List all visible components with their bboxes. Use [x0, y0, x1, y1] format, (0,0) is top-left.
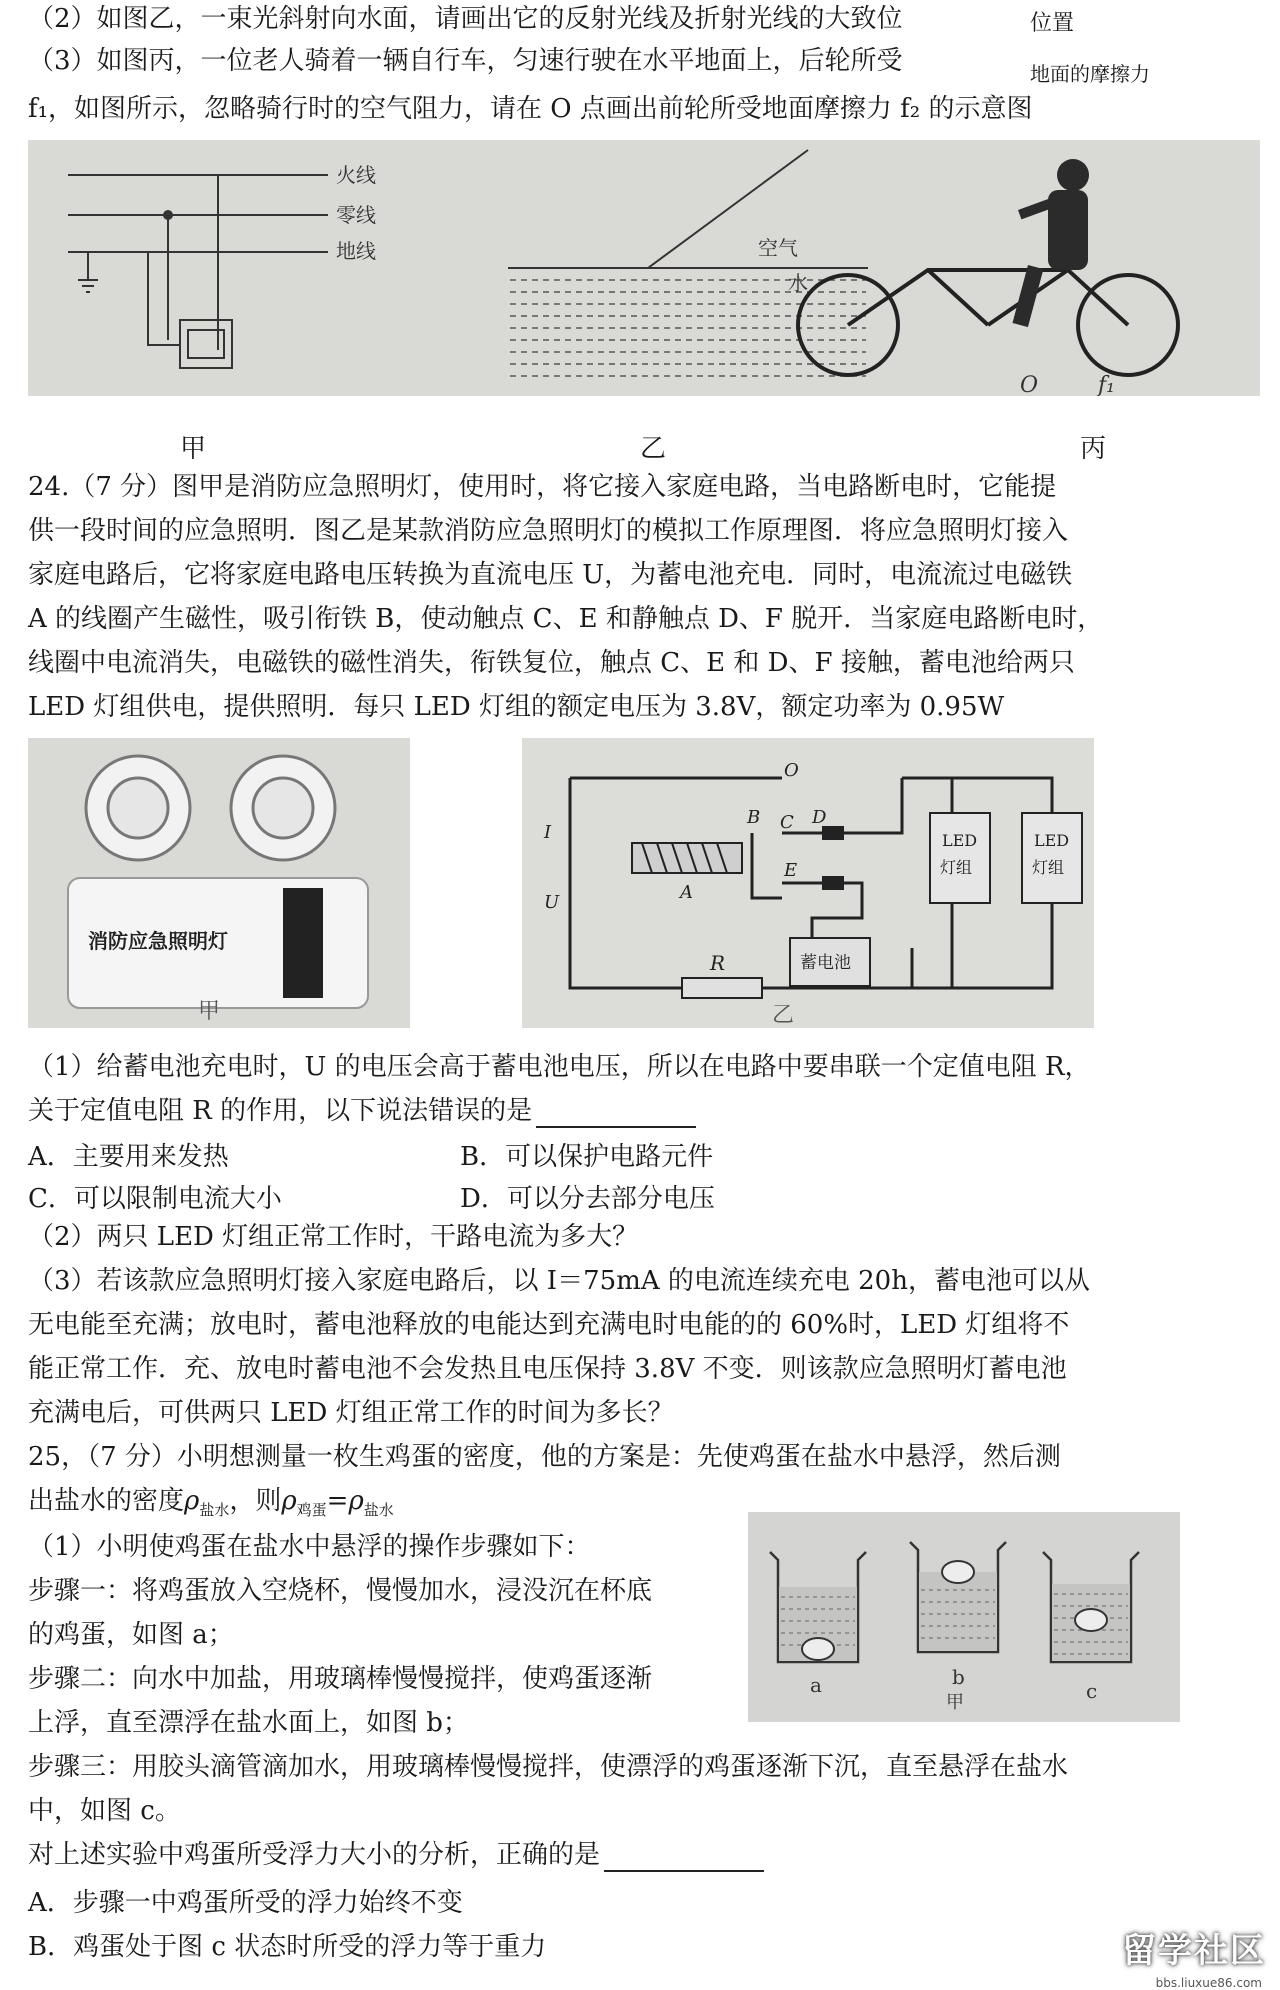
- battery-label: 蓄电池: [800, 953, 851, 973]
- q25-full-line-3: [28, 1838, 764, 1872]
- q25-beaker-figure: [748, 1512, 1180, 1722]
- q23-part3-text-b: f₁，如图所示，忽略骑行时的空气阻力，请在 O 点画出前轮所受地面摩擦力 f₂ 的示意图: [28, 94, 1033, 124]
- q24-line-2: 供一段时间的应急照明．图乙是某款消防应急照明灯的模拟工作原理图．将应急照明灯接入: [28, 516, 1069, 546]
- q23-part3-tail: 地面的摩擦力: [1030, 62, 1150, 86]
- q24-figure-jia: [28, 738, 410, 1028]
- q25-line-1: 25，（7 分）小明想测量一枚生鸡蛋的密度，他的方案是：先使鸡蛋在盐水中悬浮，然后测: [28, 1442, 1061, 1472]
- label-R: R: [710, 951, 726, 975]
- fig-jia-label-ground: 地线: [336, 239, 376, 263]
- label-B: B: [747, 807, 761, 828]
- q24-q3-line-2: 无电能至充满；放电时，蓄电池释放的电能达到充满电时电能的的 60%时，LED 灯组将不: [28, 1310, 1070, 1340]
- q23-caption-bing: 丙: [1080, 434, 1107, 464]
- led1-label-b: 灯组: [940, 858, 973, 877]
- resistor-R: [682, 978, 762, 998]
- label-O: O: [784, 760, 799, 781]
- q24-line-1: 24.（7 分）图甲是消防应急照明灯，使用时，将它接入家庭电路，当电路断电时，它能提: [28, 472, 1057, 502]
- equals: =: [326, 1486, 349, 1516]
- fig-bing-bicycle: [798, 245, 1178, 375]
- beaker-b-label: b: [952, 1665, 965, 1689]
- q24-q1-prompt: 关于定值电阻 R 的作用，以下说法错误的是: [28, 1096, 533, 1126]
- rho-2: ρ: [281, 1486, 297, 1516]
- q24-q2: （2）两只 LED 灯组正常工作时，干路电流为多大？: [28, 1222, 639, 1252]
- watermark-logo: 留学社区: [1122, 1931, 1266, 1971]
- q25-option-a: A．步骤一中鸡蛋所受的浮力始终不变: [28, 1888, 463, 1918]
- egg-c: [1075, 1609, 1107, 1631]
- rho-2-sub: 鸡蛋: [296, 1501, 327, 1520]
- q23-part2-text: [28, 2, 903, 36]
- fig-bing-label-f1: f₁: [1098, 373, 1115, 396]
- q25-full-line-2: 中，如图 c。: [28, 1796, 181, 1826]
- label-D: D: [812, 807, 827, 828]
- q25-left-line-3: 的鸡蛋，如图 a；: [28, 1620, 234, 1650]
- q25-option-b: B．鸡蛋处于图 c 状态时所受的浮力等于重力: [28, 1932, 547, 1962]
- q24-option-c: C．可以限制电流大小: [28, 1184, 282, 1214]
- q25-left-line-1: （1）小明使鸡蛋在盐水中悬浮的操作步骤如下：: [28, 1532, 591, 1562]
- led1-label-a: LED: [942, 831, 978, 850]
- q24-q1-answer-blank[interactable]: [536, 1100, 696, 1128]
- q24-fig-jia-caption: 甲: [198, 999, 221, 1024]
- q24-q3-line-1: （3）若该款应急照明灯接入家庭电路后，以 I＝75mA 的电流连续充电 20h，蓄电池可以从: [28, 1266, 1090, 1296]
- q24-q1-line-b: [28, 1094, 696, 1128]
- q25-beakers-svg: [748, 1512, 1180, 1722]
- fig-yi-water: [508, 150, 868, 268]
- fig-yi-label-water: 水: [788, 271, 808, 295]
- q24-option-b: B．可以保护电路元件: [460, 1142, 714, 1172]
- led2-label-b: 灯组: [1032, 858, 1065, 877]
- q24-option-d: D．可以分去部分电压: [460, 1184, 715, 1214]
- label-U: U: [544, 892, 560, 913]
- q23-caption-jia: 甲: [180, 434, 207, 464]
- q23-figures-svg: [28, 140, 1260, 396]
- q25-full-line-1: 步骤三：用胶头滴管滴加水，用玻璃棒慢慢搅拌，使漂浮的鸡蛋逐渐下沉，直至悬浮在盐水: [28, 1752, 1069, 1782]
- q23-part3-text-a: （3）如图丙，一位老人骑着一辆自行车，匀速行驶在水平地面上，后轮所受: [28, 46, 903, 76]
- label-I: I: [544, 822, 552, 843]
- contact-D: [822, 826, 844, 840]
- beaker-a-label: a: [810, 1673, 822, 1697]
- q25-question-prompt: 对上述实验中鸡蛋所受浮力大小的分析，正确的是: [28, 1840, 601, 1870]
- egg-a: [802, 1638, 834, 1660]
- q24-option-a: A．主要用来发热: [28, 1142, 229, 1172]
- q24-line-4: A 的线圈产生磁性，吸引衔铁 B，使动触点 C、E 和静触点 D、F 脱开．当家庭电路断电时，: [28, 604, 1104, 634]
- contact-F: [822, 876, 844, 890]
- q25-line-2-a: 出盐水的密度: [28, 1486, 185, 1516]
- q25-line-2-b: ，则: [229, 1486, 282, 1516]
- led2-label-a: LED: [1034, 831, 1070, 850]
- fig-bing-label-o: O: [1020, 373, 1039, 396]
- beaker-caption: 甲: [946, 1692, 964, 1713]
- rho-1-sub: 盐水: [199, 1501, 230, 1520]
- label-A: A: [680, 882, 693, 903]
- q23-caption-yi: 乙: [640, 434, 667, 464]
- q23-part2-tail: 位置: [1030, 11, 1075, 36]
- fig-jia-wiring: [68, 175, 328, 368]
- fig-bing-rider: [1012, 159, 1089, 327]
- label-E: E: [784, 860, 798, 881]
- beaker-c-label: c: [1086, 1679, 1098, 1703]
- rho-1: ρ: [184, 1486, 200, 1516]
- q24-circuit-svg: [522, 738, 1094, 1028]
- q25-left-line-5: 上浮，直至漂浮在盐水面上，如图 b；: [28, 1708, 469, 1738]
- q24-line-3: 家庭电路后，它将家庭电路电压转换为直流电压 U，为蓄电池充电．同时，电流流过电磁铁: [28, 560, 1073, 590]
- q24-q3-line-3: 能正常工作．充、放电时蓄电池不会发热且电压保持 3.8V 不变．则该款应急照明灯蓄电池: [28, 1354, 1067, 1384]
- q24-emergency-light-svg: [28, 738, 410, 1028]
- q25-answer-blank[interactable]: [604, 1844, 764, 1872]
- fig-yi-label-air: 空气: [758, 236, 798, 260]
- q23-part2-main: （2）如图乙，一束光斜射向水面，请画出它的反射光线及折射光线的大致位: [28, 4, 903, 34]
- q25-line-2: [28, 1484, 394, 1527]
- q24-q3-line-4: 充满电后，可供两只 LED 灯组正常工作的时间为多长？: [28, 1398, 674, 1428]
- watermark-url: bbs.liuxue86.com: [1155, 1976, 1262, 1990]
- q25-left-line-2: 步骤一：将鸡蛋放入空烧杯，慢慢加水，浸没沉在杯底: [28, 1576, 653, 1606]
- lamp-right: [231, 756, 335, 860]
- q24-fig-yi-caption: 乙: [772, 1003, 795, 1028]
- rho-3-sub: 盐水: [363, 1501, 394, 1520]
- rho-3: ρ: [348, 1486, 364, 1516]
- q23-figure-strip: [28, 140, 1260, 396]
- lamp-left: [86, 756, 190, 860]
- q25-left-line-4: 步骤二：向水中加盐，用玻璃棒慢慢搅拌，使鸡蛋逐渐: [28, 1664, 653, 1694]
- egg-b: [942, 1561, 974, 1583]
- fig-jia-label-live: 火线: [336, 163, 376, 187]
- light-label: 消防应急照明灯: [88, 929, 228, 953]
- light-panel: [283, 888, 323, 998]
- q24-line-5: 线圈中电流消失，电磁铁的磁性消失，衔铁复位，触点 C、E 和 D、F 接触，蓄电池给两只: [28, 648, 1075, 678]
- q24-figure-yi: [522, 738, 1094, 1028]
- fig-jia-label-neutral: 零线: [336, 203, 376, 227]
- q24-q1-line-a: （1）给蓄电池充电时，U 的电压会高于蓄电池电压，所以在电路中要串联一个定值电阻 R，: [28, 1052, 1091, 1082]
- q24-line-6: LED 灯组供电，提供照明．每只 LED 灯组的额定电压为 3.8V，额定功率为 0.95W: [28, 692, 1005, 722]
- label-C: C: [780, 812, 794, 833]
